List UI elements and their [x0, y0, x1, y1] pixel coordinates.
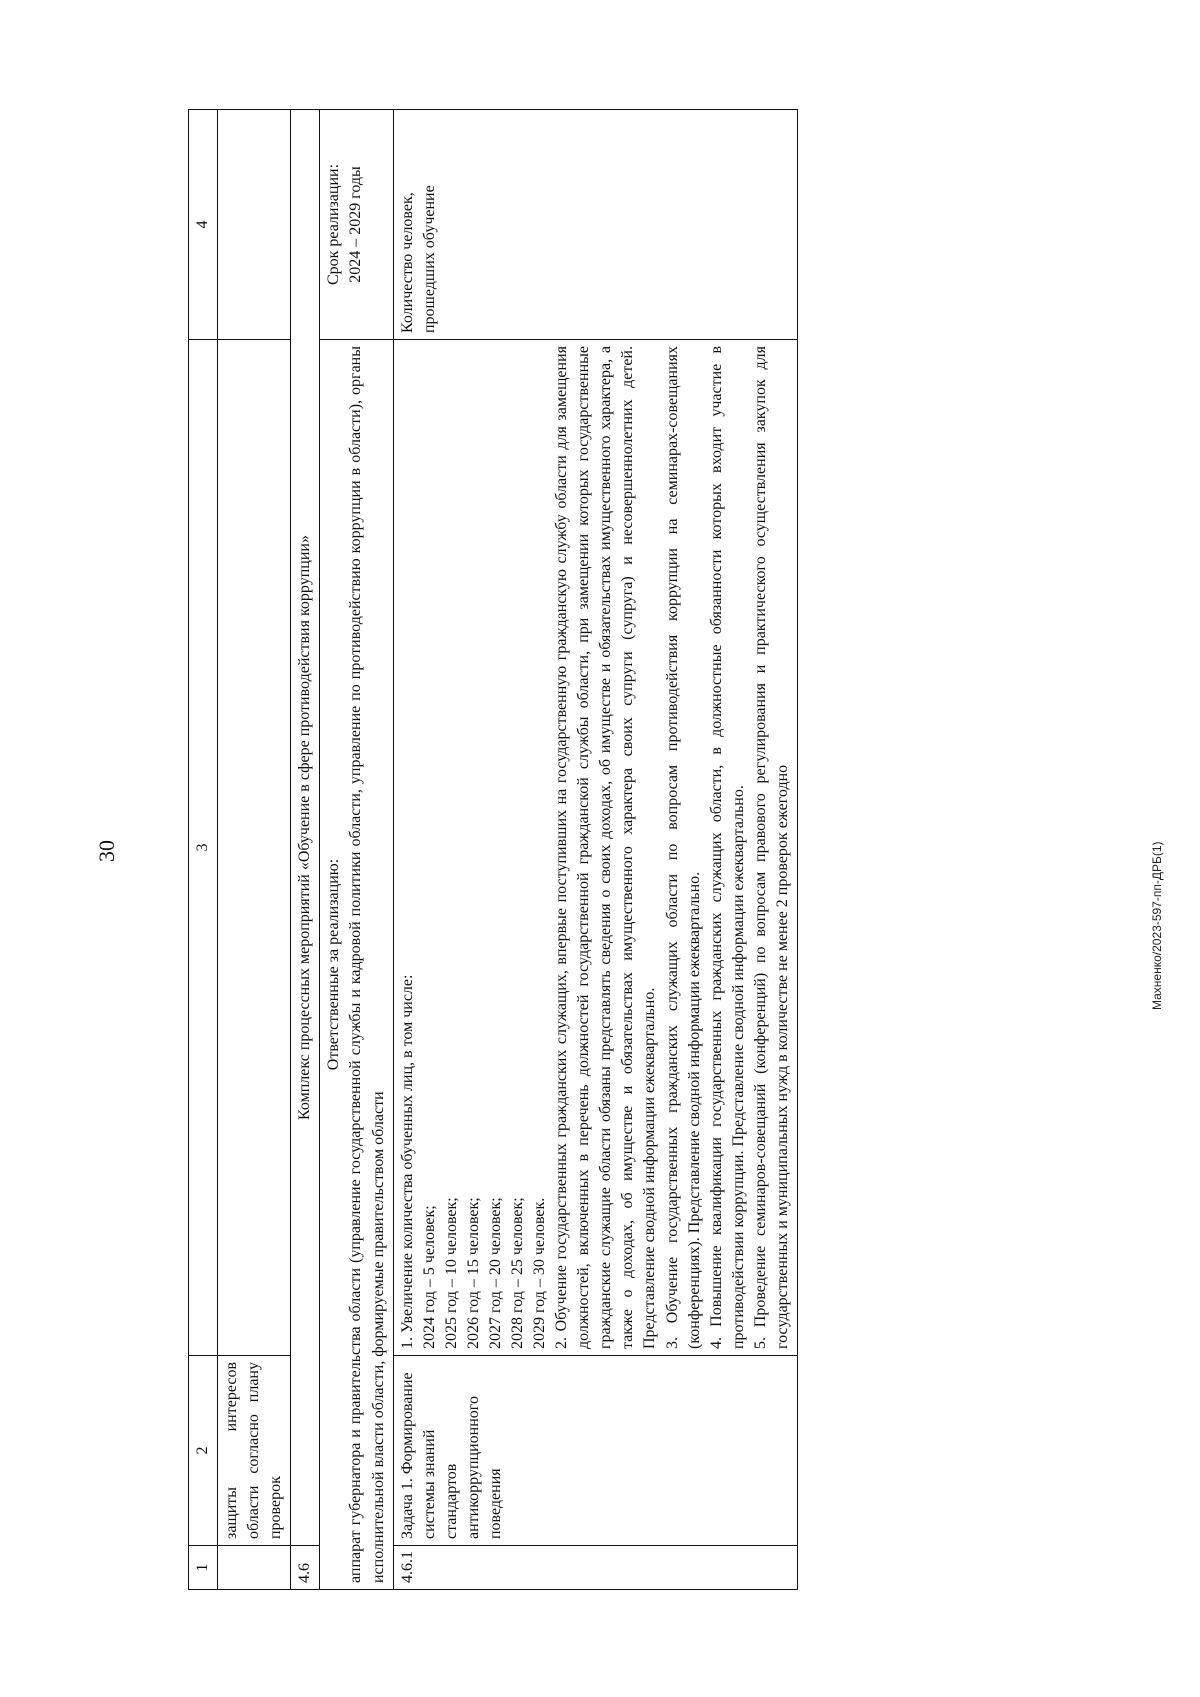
continuation-text: защиты интересов области согласно плану проверок: [218, 1356, 291, 1546]
task-text: Задача 1. Формирование системы знаний стандартов антикоррупционного поведения: [393, 1356, 797, 1546]
term-cell: [320, 110, 393, 340]
responsible-row: [320, 110, 393, 1590]
rotated-table-frame: [188, 110, 1098, 1590]
measure-line: 2026 год – 15 человек;: [464, 1197, 482, 1349]
measure-line: 2028 год – 25 человек;: [509, 1197, 527, 1349]
task-indicator: Количество человек, прошедших обучение: [393, 110, 797, 340]
column-header-1: 1: [189, 1546, 218, 1590]
measure-paragraph: 3. Обучение государственных гражданских служащих области по вопросам противодействия коррупции на семинарах-совещаниях (конференциях). Представление сводной информации ежеквартально.: [663, 346, 703, 1349]
section-title: Комплекс процессных мероприятий «Обучение в сфере противодействия коррупции»: [291, 110, 320, 1546]
page-number: 30: [94, 840, 119, 862]
continuation-col3: [218, 340, 291, 1356]
column-header-row: [189, 110, 218, 1590]
measure-line: 2029 год – 30 человек.: [531, 1197, 549, 1349]
task-number: 4.6.1: [393, 1546, 797, 1590]
measures-table: [188, 109, 798, 1590]
task-row: [393, 110, 797, 1590]
responsible-cell: [320, 340, 393, 1590]
continuation-row: [218, 110, 291, 1590]
measure-line: 2027 год – 20 человек;: [486, 1197, 504, 1349]
document-code: Махненко/2023-597-пп-ДРБ(1): [1150, 841, 1164, 1010]
column-header-2: 2: [189, 1356, 218, 1546]
measure-paragraph: 5. Проведение семинаров-совещаний (конференций) по вопросам правового регулирования и практического осуществления закупок для государственных и муниципальных нужд в количестве не менее 2 проверок ежегодно: [751, 346, 791, 1349]
measure-line: 1. Увеличение количества обученных лиц, в том числе:: [398, 974, 416, 1349]
responsible-text: аппарат губернатора и правительства области (управление государственной службы и кадровой политики области, управление по противодействию коррупции в области), органы исполнительной власти области, формируемые правительством области: [347, 346, 387, 1583]
term-text: 2024 – 2029 годы: [347, 166, 365, 283]
column-header-4: 4: [189, 110, 218, 340]
term-label: Срок реализации:: [325, 163, 343, 286]
measure-line: 2025 год – 10 человек;: [442, 1197, 460, 1349]
task-measures: [393, 340, 797, 1356]
measure-paragraph: 2. Обучение государственных гражданских служащих, впервые поступивших на государственную гражданскую службу области для замещения должностей, включенных в перечень должностей государственной гражданской службы области, при замещении которых государственные гражданские служащие области обязаны представлять сведения о своих доходах, об имуществе и обязательствах имущественного характера, а также о доходах, об имуществе и обязательствах имущественного характера своих супруги (супруга) и несовершеннолетних детей. Представление сводной информации ежеквартально.: [553, 346, 659, 1349]
column-header-3: 3: [189, 340, 218, 1356]
measure-line: 2024 год – 5 человек;: [420, 1205, 438, 1349]
measure-paragraph: 4. Повышение квалификации государственных гражданских служащих области, в должностные обязанности которых входит участие в противодействии коррупции. Представление сводной информации ежеквартально.: [707, 346, 747, 1349]
section-title-row: [291, 110, 320, 1590]
continuation-col4: [218, 110, 291, 340]
continuation-number: [218, 1546, 291, 1590]
section-number: 4.6: [291, 1546, 320, 1590]
responsible-label: Ответственные за реализацию:: [325, 858, 343, 1071]
